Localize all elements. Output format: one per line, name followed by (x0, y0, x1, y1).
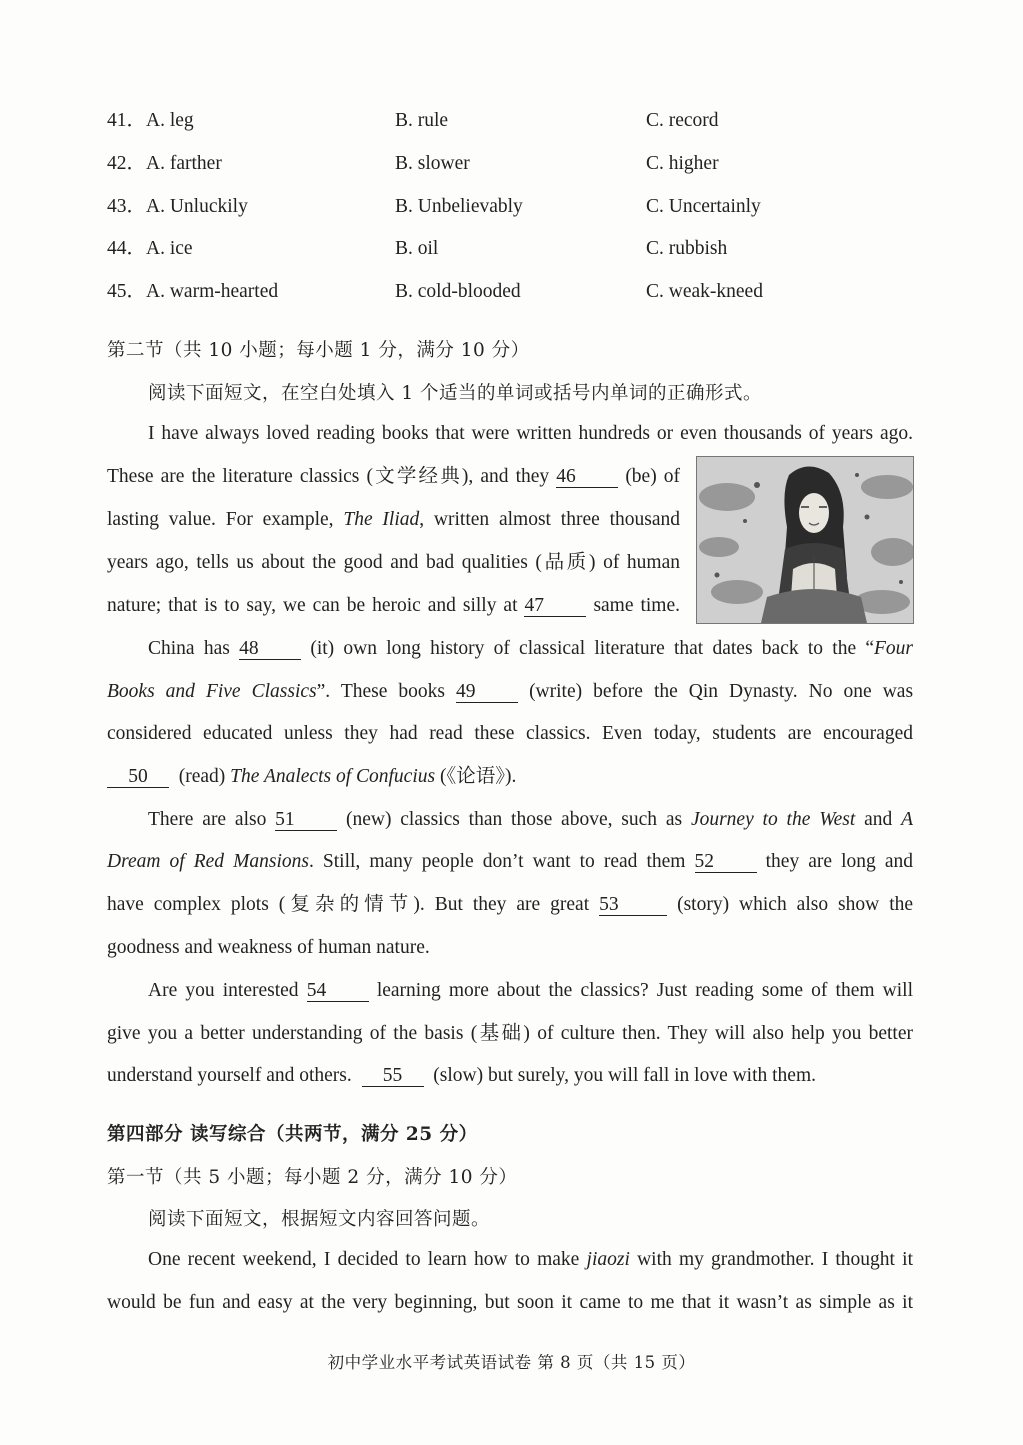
passage-line (107, 1064, 816, 1088)
part-heading: 第四部分 读写综合（共两节，满分 25 分） (107, 1124, 478, 1145)
passage-text: Are you interested (148, 980, 299, 1001)
passage-text: (write) before the Qin Dynasty. No one was (529, 681, 914, 702)
option-row (107, 280, 278, 304)
blank-46[interactable]: 46 (556, 467, 618, 488)
option-a: A. warm-hearted (146, 281, 279, 302)
passage-line (107, 594, 680, 618)
passage-text: learning more about the classics? Just reading some of them will (376, 980, 914, 1001)
option-c: C. higher (646, 153, 719, 174)
option-row (107, 152, 222, 176)
passage-text: (story) which also show the (677, 894, 914, 915)
passage-text: nature; that is to say, we can be heroic and silly at (107, 595, 518, 616)
option-c: C. Uncertainly (646, 196, 761, 217)
section-instruction: 阅读下面短文，根据短文内容回答问题。 (148, 1209, 491, 1230)
passage-text: One recent weekend, I decided to learn how to make (148, 1249, 580, 1270)
option-a: A. farther (146, 153, 222, 174)
passage-line (148, 1248, 913, 1272)
passage-text: understand yourself and others. (107, 1065, 352, 1086)
passage-line (148, 422, 913, 446)
passage-line: would be fun and easy at the very beginning, but soon it came to me that it wasn’t as simple as it (107, 1292, 913, 1313)
section-heading: 第一节（共 5 小题；每小题 2 分，满分 10 分） (107, 1167, 518, 1188)
passage-text: lasting value. For example, (107, 509, 334, 530)
question-number: 41． (107, 110, 147, 131)
passage-line (107, 508, 680, 532)
blank-53[interactable]: 53 (599, 895, 667, 916)
passage-text: China has (148, 638, 230, 659)
passage-line (107, 465, 680, 489)
option-b: B. oil (395, 238, 439, 259)
passage-text: . Still, many people don’t want to read them (308, 851, 686, 872)
option-a: A. leg (146, 110, 194, 131)
passage-text: with my grandmother. I thought it (637, 1249, 914, 1270)
passage-text: These are the literature classics (文学经典), and they (107, 466, 550, 487)
passage-text: have complex plots (复杂的情节). But they are great (107, 894, 590, 915)
passage-line (148, 979, 913, 1003)
option-c: C. record (646, 110, 719, 131)
blank-54[interactable]: 54 (307, 981, 369, 1002)
blank-49[interactable]: 49 (456, 682, 518, 703)
question-number: 44． (107, 238, 147, 259)
blank-48[interactable]: 48 (239, 639, 301, 660)
question-number: 42． (107, 153, 147, 174)
passage-text: (《论语》). (439, 766, 517, 787)
option-row (107, 109, 194, 133)
passage-text: I have always loved reading books that were written hundreds or even thousands of years ago. (148, 423, 913, 444)
passage-line (107, 850, 913, 874)
blank-47[interactable]: 47 (524, 596, 586, 617)
option-b: B. Unbelievably (395, 196, 523, 217)
book-title: Dream of Red Mansions (107, 851, 309, 872)
page-footer: 初中学业水平考试英语试卷 第 8 页（共 15 页） (327, 1353, 696, 1372)
question-number: 43． (107, 196, 147, 217)
option-c: C. weak-kneed (646, 281, 763, 302)
blank-51[interactable]: 51 (275, 810, 337, 831)
passage-line (107, 765, 516, 789)
passage-text: There are also (148, 809, 267, 830)
passage-text: (it) own long history of classical literature that dates back to the “ (310, 638, 874, 659)
passage-text: same time. (593, 595, 681, 616)
option-a: A. Unluckily (146, 196, 248, 217)
passage-text: ”. These books (316, 681, 445, 702)
passage-line: years ago, tells us about the good and bad qualities (品质) of human (107, 552, 680, 573)
book-title: Journey to the West (690, 809, 856, 830)
option-b: B. slower (395, 153, 470, 174)
section-instruction: 阅读下面短文，在空白处填入 1 个适当的单词或括号内单词的正确形式。 (148, 383, 763, 404)
passage-text: (slow) but surely, you will fall in love with them. (433, 1065, 817, 1086)
passage-text: they are long and (765, 851, 914, 872)
blank-50[interactable]: 50 (107, 767, 169, 788)
option-b: B. cold-blooded (395, 281, 521, 302)
passage-line (148, 637, 913, 661)
blank-52[interactable]: 52 (695, 852, 757, 873)
passage-line: give you a better understanding of the basis (基础) of culture then. They will also help you better (107, 1023, 913, 1044)
passage-text: and (864, 809, 893, 830)
option-a: A. ice (146, 238, 193, 259)
food-word: jiaozi (586, 1249, 630, 1270)
option-b: B. rule (395, 110, 449, 131)
passage-text: (new) classics than those above, such as (345, 809, 683, 830)
question-number: 45． (107, 281, 147, 302)
option-c: C. rubbish (646, 238, 728, 259)
book-title: The Iliad (343, 509, 420, 530)
illustration-graphic (697, 457, 913, 623)
passage-text: (read) (178, 766, 226, 787)
passage-text: (be) of (625, 466, 681, 487)
book-title: The Analects of Confucius (230, 766, 436, 787)
passage-line (107, 680, 913, 704)
section-heading: 第二节（共 10 小题；每小题 1 分，满分 10 分） (107, 340, 530, 361)
passage-line: considered educated unless they had read these classics. Even today, students are encouraged (107, 723, 913, 744)
passage-line (107, 893, 913, 917)
option-row (107, 237, 193, 261)
passage-text: , written almost three thousand (419, 509, 680, 530)
option-row (107, 195, 248, 219)
passage-line (148, 808, 913, 832)
book-title: A (901, 809, 914, 830)
reading-girl-illustration (696, 456, 914, 624)
book-title: Books and Five Classics (107, 681, 317, 702)
blank-55[interactable]: 55 (362, 1066, 424, 1087)
book-title: Four (874, 638, 913, 659)
passage-line: goodness and weakness of human nature. (107, 937, 430, 958)
